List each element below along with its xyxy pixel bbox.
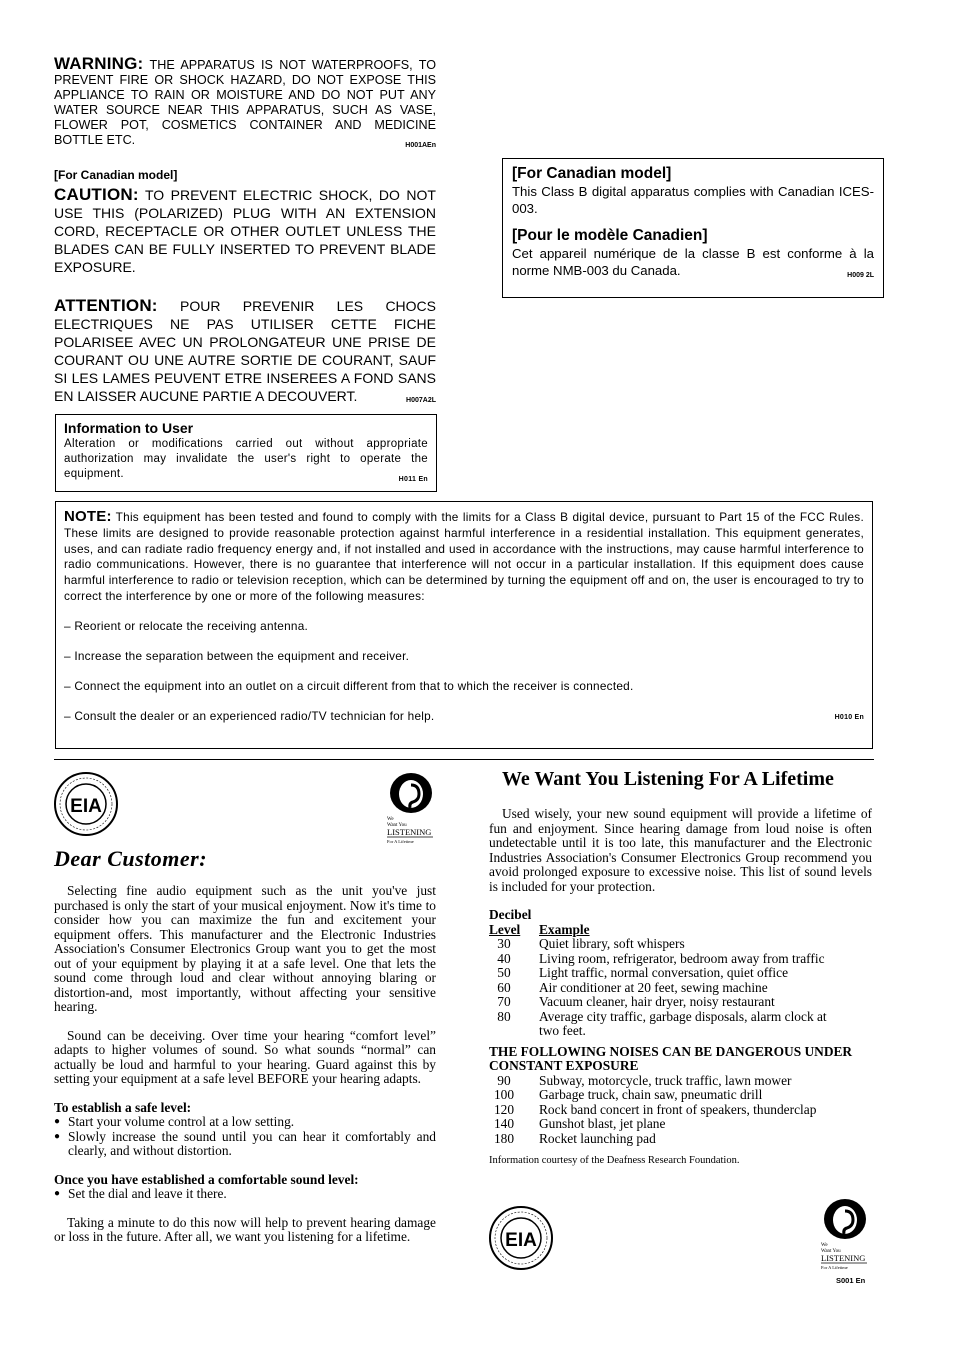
example-cell: Garbage truck, chain saw, pneumatic drill bbox=[539, 1087, 763, 1102]
warning-code: H001AEn bbox=[405, 142, 436, 149]
level-cell: 60 bbox=[497, 979, 511, 995]
note-measure-4-row bbox=[64, 709, 864, 723]
eia-logo-text: EIA bbox=[70, 796, 102, 817]
level-cell: 80 bbox=[497, 1008, 511, 1024]
comfort-item-1: ● Set the dial and leave it there. bbox=[54, 1187, 436, 1202]
note-paragraph bbox=[64, 509, 864, 605]
section-divider bbox=[54, 759, 874, 760]
note-code: H010 En bbox=[834, 713, 864, 721]
safe-level-heading: To establish a safe level: bbox=[54, 1099, 192, 1115]
example-cell: Air conditioner at 20 feet, sewing machine bbox=[539, 979, 768, 995]
canada-box bbox=[502, 158, 884, 298]
note-measure-3: – Connect the equipment into an outlet on a circuit different from that to which the receiver is connected. bbox=[64, 678, 634, 693]
example-cell: Gunshot blast, jet plane bbox=[539, 1116, 666, 1131]
ear-logo-line4: For A Lifetime bbox=[387, 839, 414, 844]
ear-logo-line1: We bbox=[387, 817, 394, 822]
dear-column bbox=[54, 884, 436, 1245]
example-cell: Light traffic, normal conversation, quiet office bbox=[539, 965, 789, 980]
canada-code: H009 2L bbox=[847, 272, 874, 279]
attention-code: H007A2L bbox=[406, 397, 436, 404]
table-row bbox=[489, 1074, 816, 1089]
table-row bbox=[489, 952, 829, 967]
table-row bbox=[489, 1088, 816, 1103]
example-cell: Average city traffic, garbage disposals, alarm clock at two feet. bbox=[539, 1008, 827, 1038]
table-row bbox=[489, 1117, 816, 1132]
col-level-header: Level bbox=[489, 921, 521, 937]
ear-logo-bottom-line1: We bbox=[821, 1243, 828, 1248]
example-cell: Vacuum cleaner, hair dryer, noisy restaurant bbox=[539, 994, 775, 1009]
attention-keyword: ATTENTION: bbox=[54, 296, 158, 315]
lifetime-column bbox=[489, 807, 872, 1169]
level-cell: 90 bbox=[497, 1072, 511, 1088]
info-user-code: H011 En bbox=[398, 476, 428, 483]
danger-heading: THE FOLLOWING NOISES CAN BE DANGEROUS UNDER CONSTANT EXPOSURE bbox=[489, 1043, 853, 1073]
level-cell: 100 bbox=[493, 1087, 515, 1102]
ear-logo-bottom-line4: For A Lifetime bbox=[821, 1265, 848, 1270]
note-measure-2: – Increase the separation between the equipment and receiver. bbox=[64, 648, 410, 663]
ear-logo-bottom bbox=[819, 1199, 871, 1271]
dear-p2: Sound can be deceiving. Over time your hearing “comfort level” adapts to higher volumes of sound. So what sounds “normal” can actually be loud and harmful to your hearing. Guard against this by setting your equipment at a safe level BEFORE your hearing adapts. bbox=[54, 1027, 436, 1086]
canada-text-fr-body: Cet appareil numérique de la classe B est conforme à la norme NMB-003 du Canada. bbox=[512, 246, 874, 278]
comfort-level-heading: Once you have established a comfortable sound level: bbox=[54, 1171, 359, 1187]
caution-model-label: [For Canadian model] bbox=[54, 168, 178, 182]
table-row bbox=[489, 937, 829, 952]
level-cell: 180 bbox=[493, 1130, 515, 1146]
level-cell: 50 bbox=[497, 965, 511, 980]
dear-p1: Selecting fine audio equipment such as the unit you've just purchased is only the start of your musical enjoyment. Now it's time to consider how you can maximize the fun and excitement your equipment offers. This manufacturer and the Electronic Industries Association's Consumer Electronics Group want you to get the most out of your equipment by playing it at a safe level. One that lets the sound come through loud and clear without annoying blaring or distortion-and, most importantly, without affecting your sensitive hearing. bbox=[54, 883, 436, 1014]
attention-text: POUR PREVENIR LES CHOCS ELECTRIQUES NE PAS UTILISER CETTE FICHE POLARISEE AVEC UN PROLONGATEUR UNE PRISE DE COURANT OU UNE AUTRE SORTIE DE COURANT, SAUF SI LES LAMES PEUVENT ETRE INSEREES A FOND SANS EN LAISSER AUCUNE PARTIE A DECOUVERT. bbox=[54, 298, 436, 404]
info-user-title: Information to User bbox=[64, 420, 194, 436]
table-row bbox=[489, 1010, 829, 1039]
canada-text-fr bbox=[512, 245, 874, 279]
caution-text: TO PREVENT ELECTRIC SHOCK, DO NOT USE THIS (POLARIZED) PLUG WITH AN EXTENSION CORD, RECEPTACLE OR OTHER OUTLET UNLESS THE BLADES CAN BE FULLY INSERTED TO PREVENT BLADE EXPOSURE. bbox=[54, 187, 436, 275]
note-box bbox=[55, 501, 873, 749]
example-cell: Subway, motorcycle, truck traffic, lawn mower bbox=[539, 1072, 792, 1088]
canada-title-fr: [Pour le modèle Canadien] bbox=[512, 227, 708, 244]
courtesy-note: Information courtesy of the Deafness Research Foundation. bbox=[489, 1155, 740, 1166]
dear-p3: Taking a minute to do this now will help to prevent hearing damage or loss in the future. After all, we want you listening for a lifetime. bbox=[54, 1214, 436, 1244]
decibel-label: Decibel bbox=[489, 907, 532, 922]
lifetime-title: We Want You Listening For A Lifetime bbox=[502, 768, 834, 790]
col-example-header: Example bbox=[539, 921, 590, 937]
safe-item-1: ● Start your volume control at a low setting. bbox=[54, 1115, 436, 1130]
eia-logo-bottom bbox=[489, 1205, 553, 1271]
eia-logo-top bbox=[54, 771, 118, 837]
table-row bbox=[489, 995, 829, 1010]
table-row bbox=[489, 981, 829, 996]
ear-logo-line2: Want You bbox=[387, 823, 407, 828]
lifetime-code: S001 En bbox=[836, 1276, 866, 1285]
level-cell: 120 bbox=[493, 1101, 515, 1117]
note-measure-1: – Reorient or relocate the receiving antenna. bbox=[64, 618, 309, 633]
example-cell: Rocket launching pad bbox=[539, 1130, 656, 1146]
ear-logo-bottom-line3: LISTENING bbox=[821, 1253, 866, 1263]
example-cell: Rock band concert in front of speakers, thunderclap bbox=[539, 1101, 817, 1117]
attention-section bbox=[54, 297, 436, 410]
safe-item-2: ● Slowly increase the sound until you can hear it comfortably and clearly, and without distortion. bbox=[54, 1130, 436, 1159]
table-row bbox=[489, 1103, 816, 1118]
warning-keyword: WARNING: bbox=[54, 54, 144, 73]
lifetime-intro: Used wisely, your new sound equipment will provide a lifetime of fun and enjoyment. Since hearing damage from loud noise is often undetectable until it is too late, this manufacturer and the Electronic Industries Association's Consumer Electronics Group recommend you avoid prolonged exposure to excessive noise. This list of sound levels is included for your protection. bbox=[489, 806, 872, 894]
decibel-header-row bbox=[489, 923, 872, 938]
info-user-text-wrap bbox=[64, 437, 428, 482]
canada-text-en: This Class B digital apparatus complies with Canadian ICES-003. bbox=[512, 184, 874, 216]
caution-section bbox=[54, 186, 436, 276]
danger-table bbox=[489, 1074, 816, 1147]
example-cell: Living room, refrigerator, bedroom away from traffic bbox=[539, 950, 825, 966]
example-cell: Quiet library, soft whispers bbox=[539, 936, 685, 951]
level-cell: 40 bbox=[497, 950, 511, 966]
ear-logo-top bbox=[385, 773, 437, 845]
info-user-box bbox=[55, 414, 437, 492]
info-user-text: Alteration or modifications carried out without appropriate authorization may invalidate the user's right to operate the equipment. bbox=[64, 438, 428, 480]
canada-title-en: [For Canadian model] bbox=[512, 165, 672, 182]
warning-text: THE APPARATUS IS NOT WATERPROOFS, TO PREVENT FIRE OR SHOCK HAZARD, DO NOT EXPOSE THIS APPLIANCE TO RAIN OR MOISTURE AND DO NOT PUT ANY WATER SOURCE NEAR THIS APPARATUS, SUCH AS VASE, FLOWER POT, COSMETICS CONTAINER AND MEDICINE BOTTLE ETC. bbox=[54, 58, 437, 147]
table-row bbox=[489, 966, 829, 981]
table-row bbox=[489, 1132, 816, 1147]
ear-logo-line3: LISTENING bbox=[387, 827, 432, 837]
level-cell: 140 bbox=[493, 1116, 515, 1131]
eia-logo-bottom-text: EIA bbox=[505, 1230, 537, 1251]
level-cell: 70 bbox=[497, 994, 511, 1009]
note-text: This equipment has been tested and found to comply with the limits for a Class B digital device, pursuant to Part 15 of the FCC Rules. These limits are designed to provide reasonable protection against harmful interference in a residential installation. This equipment generates, uses, and can radiate radio frequency energy and, if not installed and used in accordance with the instructions, may cause harmful interference to radio communications. However, there is no guarantee that interference will not occur in a particular installation. If this equipment does cause harmful interference to radio or television reception, which can be determined by turning the equipment off and on, the user is encouraged to try to correct the interference by one or more of the following measures: bbox=[64, 510, 864, 603]
level-cell: 30 bbox=[497, 936, 511, 951]
note-measure-4: – Consult the dealer or an experienced radio/TV technician for help. bbox=[64, 708, 435, 723]
decibel-table bbox=[489, 937, 829, 1039]
warning-section bbox=[54, 56, 436, 153]
dear-salutation: Dear Customer: bbox=[54, 846, 208, 871]
note-keyword: NOTE: bbox=[64, 508, 112, 525]
caution-keyword: CAUTION: bbox=[54, 185, 139, 204]
ear-logo-bottom-line2: Want You bbox=[821, 1249, 841, 1254]
